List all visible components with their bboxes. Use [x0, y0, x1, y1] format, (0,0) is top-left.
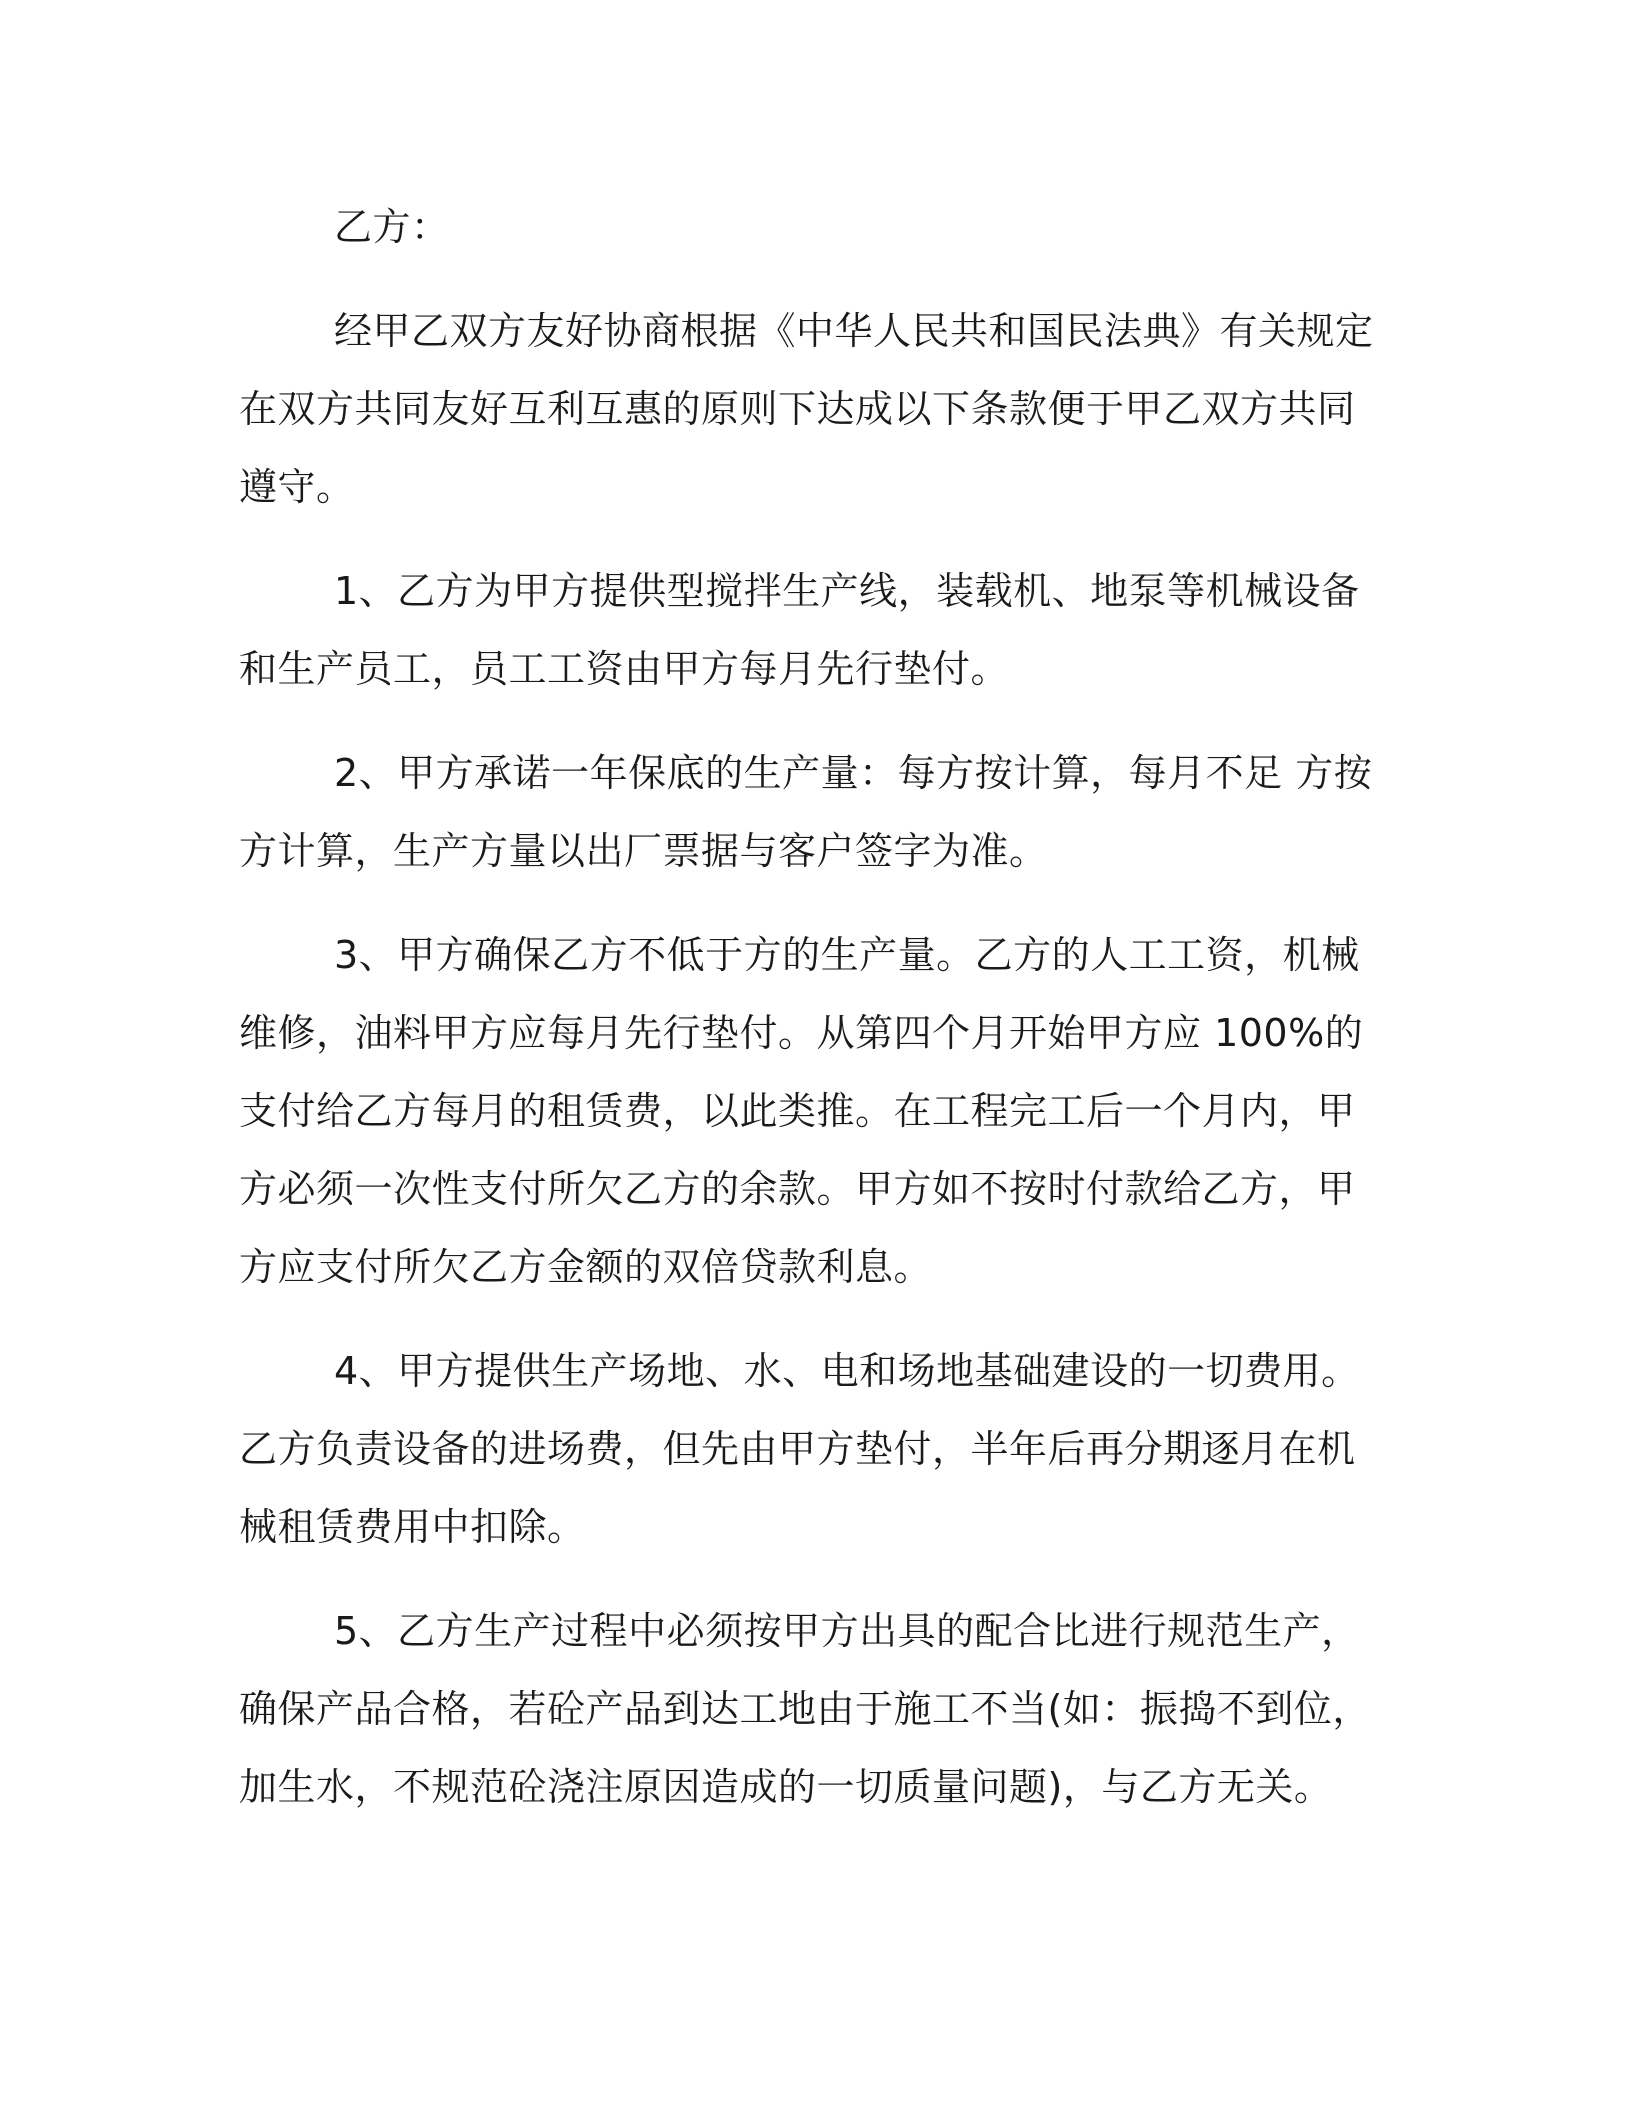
preamble-paragraph: 经甲乙双方友好协商根据《中华人民共和国民法典》有关规定在双方共同友好互利互惠的原则下达成以下条款便于甲乙双方共同遵守。	[239, 309, 1374, 509]
clause-2: 2、甲方承诺一年保底的生产量：每方按计算，每月不足 方按 方计算，生产方量以出厂票据与客户签字为准。	[239, 751, 1385, 873]
document-body	[239, 188, 1385, 1852]
clause-3: 3、甲方确保乙方不低于方的生产量。乙方的人工工资，机械维修，油料甲方应每月先行垫付。从第四个月开始甲方应 100%的支付给乙方每月的租赁费，以此类推。在工程完工后一个月内，甲方必须一次性支付所欠乙方的余款。甲方如不按时付款给乙方，甲方应支付所欠乙方金额的双倍贷款利息。	[239, 933, 1364, 1289]
clause-4: 4、甲方提供生产场地、水、电和场地基础建设的一切费用。乙方负责设备的进场费，但先由甲方垫付，半年后再分期逐月在机械租赁费用中扣除。	[239, 1349, 1360, 1549]
clause-1: 1、乙方为甲方提供型搅拌生产线，装载机、地泵等机械设备和生产员工，员工工资由甲方每月先行垫付。	[239, 569, 1360, 691]
clause-5: 5、乙方生产过程中必须按甲方出具的配合比进行规范生产，确保产品合格，若砼产品到达工地由于施工不当(如：振捣不到位，加生水，不规范砼浇注原因造成的一切质量问题)，与乙方无关。	[239, 1609, 1371, 1809]
party-b-line: 乙方：	[334, 205, 450, 249]
